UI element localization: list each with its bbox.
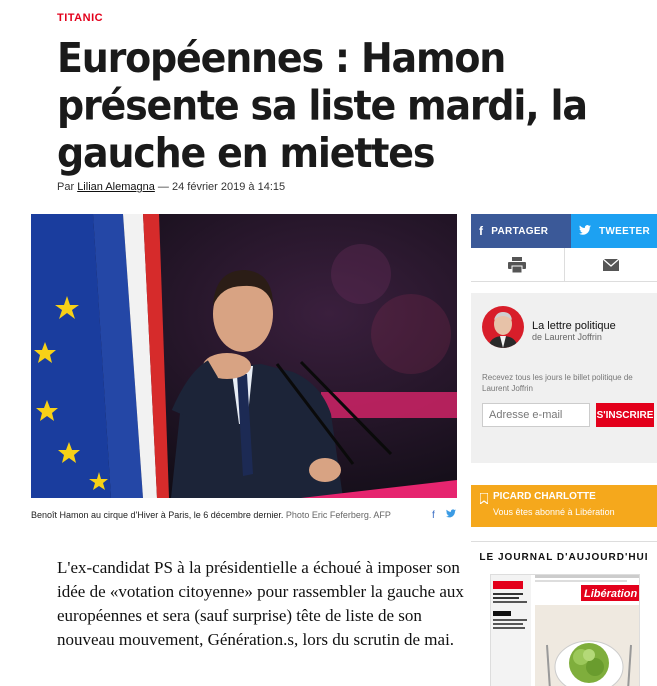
sidebar xyxy=(471,214,657,686)
article-headline: Européennes : Hamon présente sa liste mardi, la gauche en miettes xyxy=(57,34,587,177)
twitter-icon xyxy=(579,224,591,238)
publish-date: — 24 février 2019 à 14:15 xyxy=(157,181,286,193)
subscriber-status: Vous êtes abonné à Libération xyxy=(493,507,615,517)
newspaper-cover[interactable] xyxy=(490,574,640,686)
email-field[interactable] xyxy=(482,403,590,427)
bookmark-icon xyxy=(480,493,488,504)
caption-share xyxy=(424,509,456,521)
facebook-icon[interactable]: f xyxy=(432,510,435,521)
photo-credit: Photo Eric Feferberg. AFP xyxy=(285,510,391,520)
facebook-icon: f xyxy=(479,224,484,238)
newsletter-box xyxy=(471,293,657,463)
newsletter-subtitle: de Laurent Joffrin xyxy=(532,332,602,342)
facebook-share-button[interactable] xyxy=(471,214,571,248)
twitter-share-label: TWEETER xyxy=(599,225,650,237)
envelope-icon xyxy=(603,259,619,271)
byline-prefix: Par xyxy=(57,181,75,193)
journal-section xyxy=(471,541,657,686)
share-icons-row xyxy=(471,248,657,282)
journal-title: LE JOURNAL D'AUJOURD'HUI xyxy=(479,552,649,563)
photo-caption xyxy=(31,510,411,521)
article-lead: L'ex-candidat PS à la présidentielle a échoué à imposer son idée de «votation citoyenne» pour rassembler la gauche aux européennes et sera (sauf surprise) tête de liste de son nouveau mouvement, Génération.s, lors du scrutin de mai. xyxy=(57,558,464,649)
newsletter-title: La lettre politique xyxy=(532,320,616,332)
twitter-icon[interactable] xyxy=(446,510,456,521)
newsletter-description: Recevez tous les jours le billet politique de Laurent Joffrin xyxy=(482,373,633,393)
avatar xyxy=(482,306,524,348)
author-link[interactable]: Lilian Alemagna xyxy=(77,181,155,193)
byline xyxy=(57,181,285,193)
facebook-share-label: PARTAGER xyxy=(491,225,549,237)
print-icon xyxy=(508,257,526,273)
subscriber-banner[interactable] xyxy=(471,485,657,527)
print-button[interactable] xyxy=(471,248,565,281)
caption-text: Benoît Hamon au cirque d'Hiver à Paris, le 6 décembre dernier. xyxy=(31,510,284,520)
share-row xyxy=(471,214,657,248)
subscribe-button[interactable]: S'INSCRIRE xyxy=(596,403,654,427)
subscriber-name: PICARD CHARLOTTE xyxy=(493,491,596,502)
cover-logo: Libération xyxy=(584,588,638,600)
article-photo xyxy=(31,214,457,498)
email-share-button[interactable] xyxy=(565,248,657,281)
section-kicker[interactable]: TITANIC xyxy=(57,12,104,24)
twitter-share-button[interactable] xyxy=(571,214,657,248)
